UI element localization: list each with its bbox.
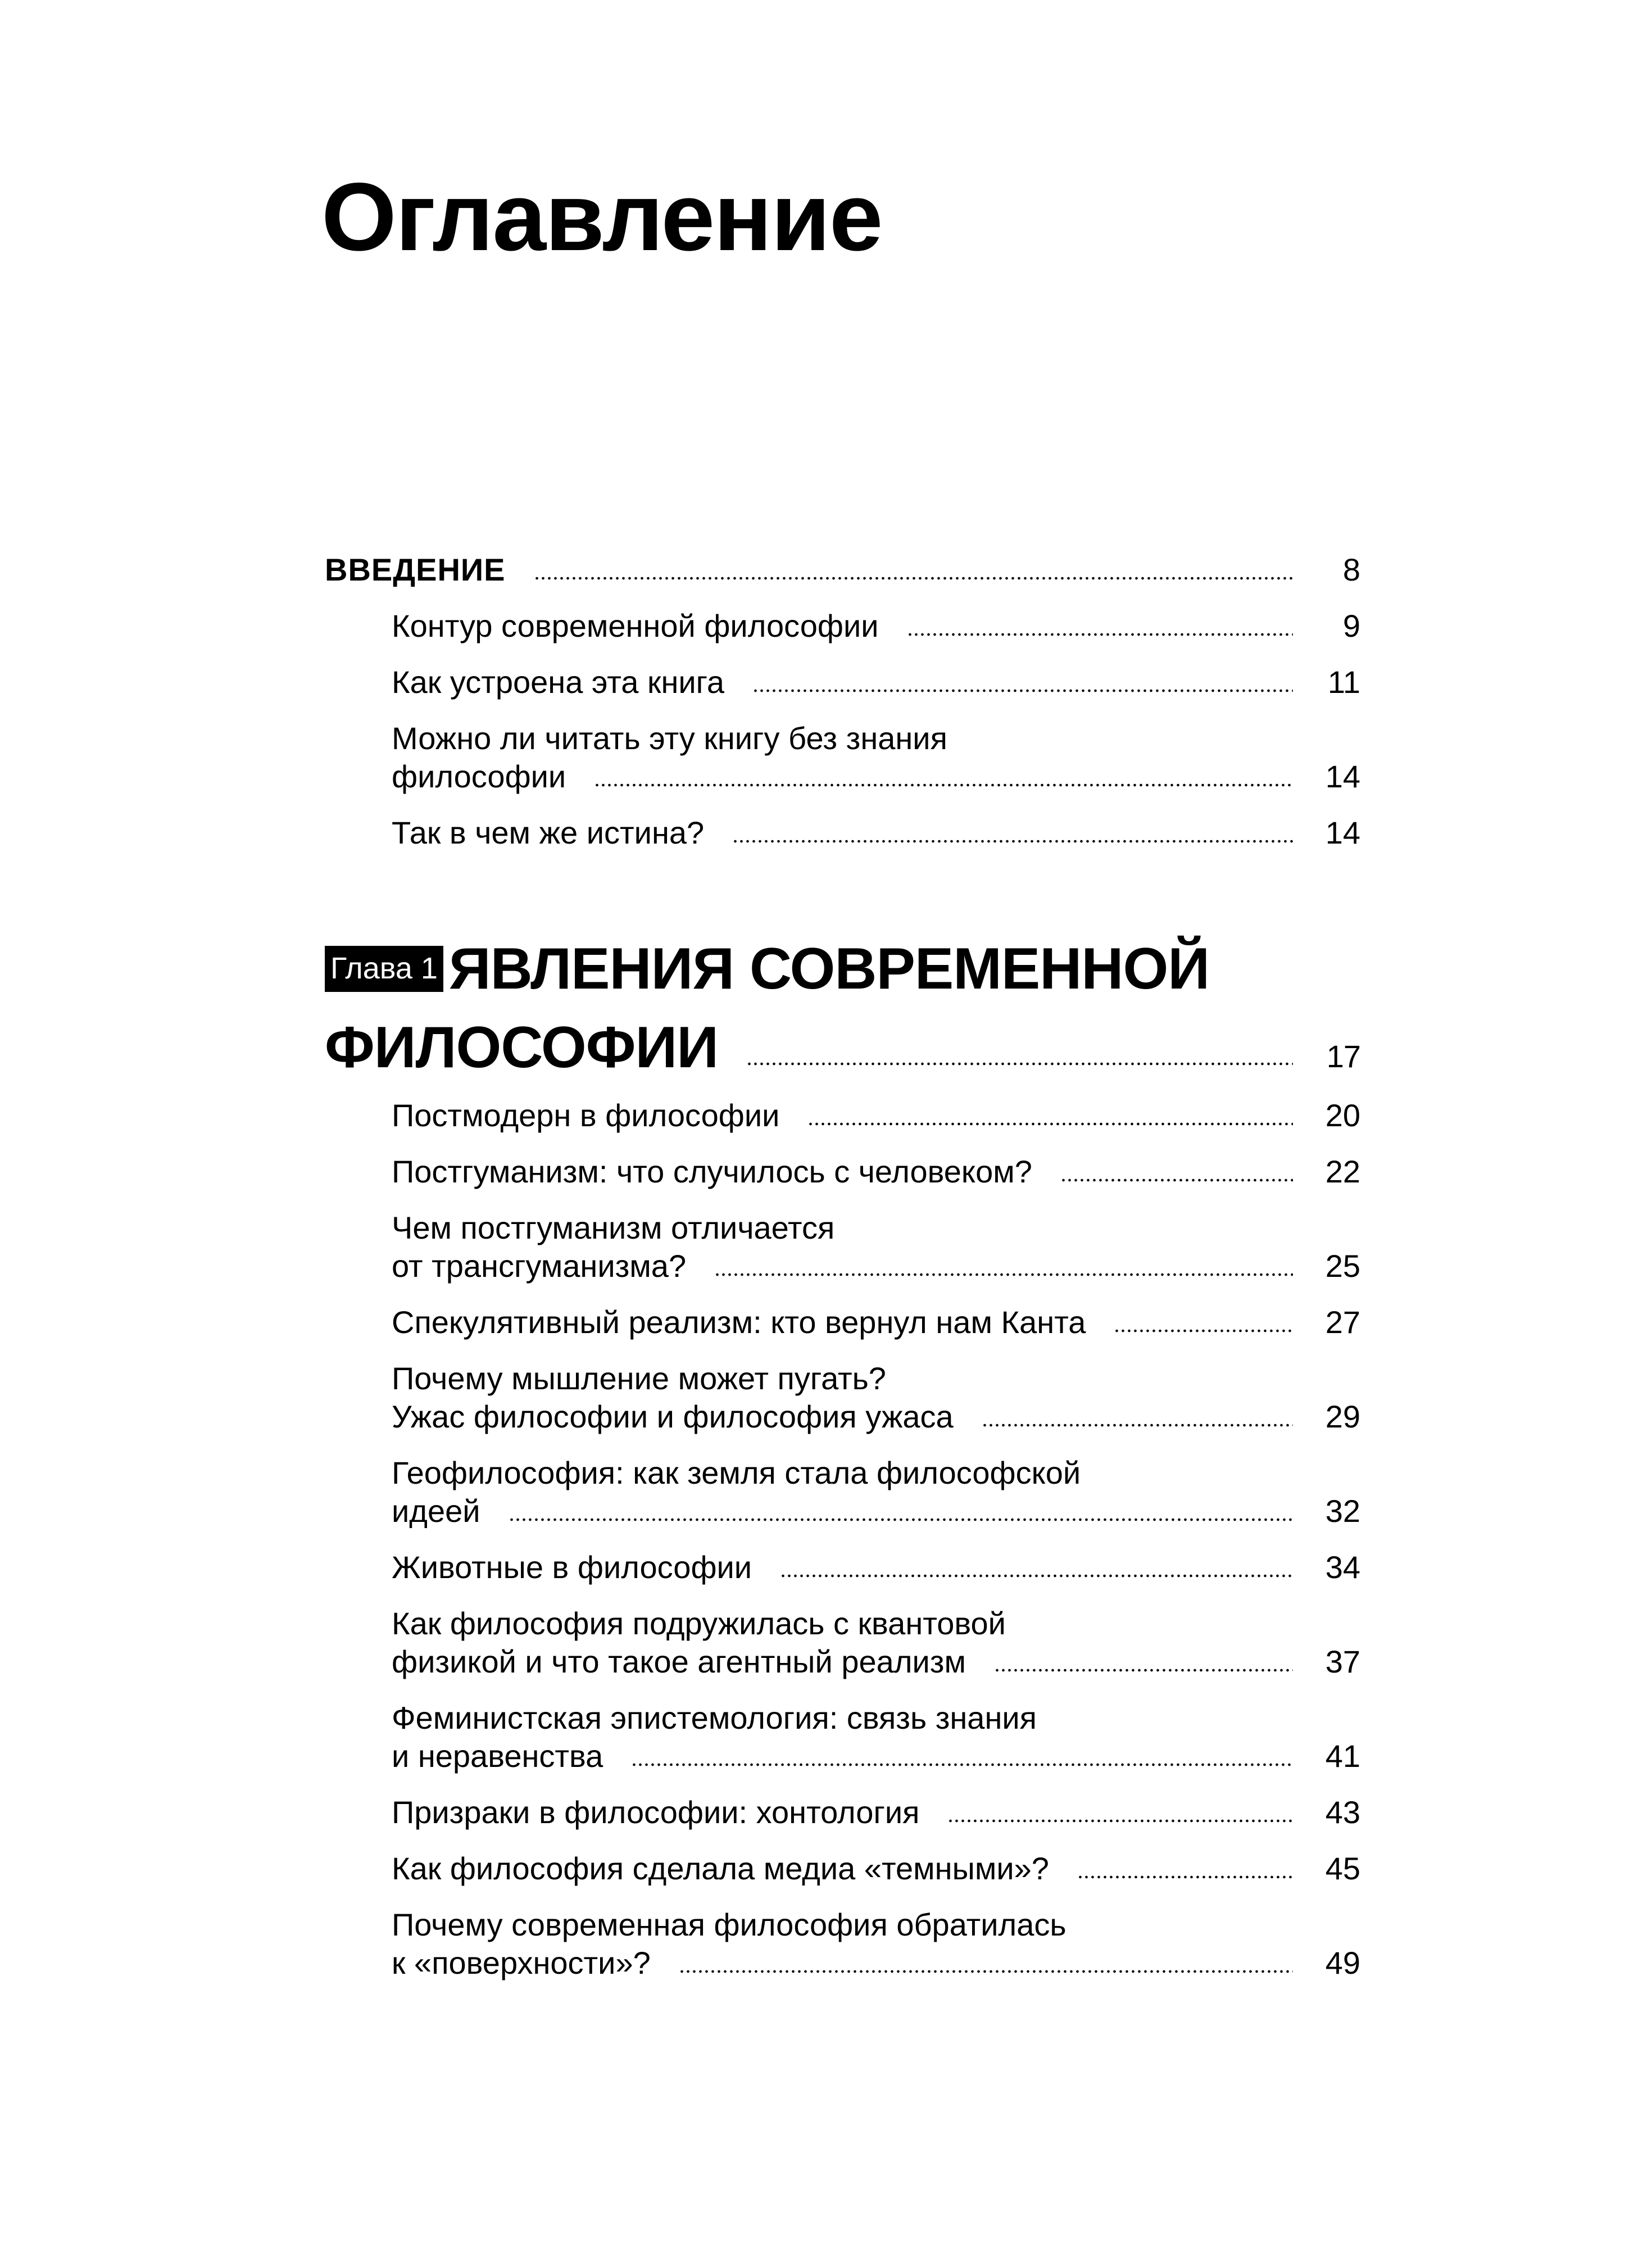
entry-title: Как философия сделала медиа «темными»?	[392, 1851, 1049, 1886]
dot-leader	[714, 1272, 1293, 1277]
toc-entry[interactable]	[325, 1906, 1360, 1982]
chapter-heading-line1: ЯВЛЕНИЯ СОВРЕМЕННОЙ	[448, 936, 1210, 1001]
entry-title: философии	[392, 759, 566, 794]
entry-line	[392, 1303, 1360, 1341]
entry-line	[392, 1247, 1360, 1285]
page-number: 49	[1325, 1945, 1360, 1980]
entry-line	[392, 1398, 1360, 1436]
page-number: 29	[1325, 1399, 1360, 1434]
dot-leader	[1077, 1874, 1293, 1880]
toc-entry[interactable]	[325, 719, 1360, 796]
toc-entry[interactable]	[325, 1793, 1360, 1832]
dot-leader	[907, 632, 1293, 637]
dot-leader	[947, 1818, 1293, 1824]
page-number: 9	[1342, 608, 1360, 643]
dot-leader	[631, 1762, 1293, 1767]
page-number: 45	[1325, 1851, 1360, 1886]
entry-title: Ужас философии и философия ужаса	[392, 1399, 954, 1434]
dot-leader	[732, 839, 1293, 844]
entry-line	[392, 1605, 1360, 1643]
toc-entry[interactable]	[325, 1359, 1360, 1436]
entry-line	[392, 1492, 1360, 1530]
entry-line	[392, 719, 1360, 758]
toc-entry[interactable]	[325, 1454, 1360, 1530]
entry-line	[392, 1209, 1360, 1247]
entry-title: Чем постгуманизм отличается	[392, 1210, 835, 1245]
entry-line	[392, 1699, 1360, 1737]
dot-leader	[807, 1121, 1293, 1127]
entry-title: к «поверхности»?	[392, 1945, 651, 1980]
page-number: 41	[1325, 1738, 1360, 1774]
entry-line	[392, 1737, 1360, 1775]
toc-entry[interactable]	[325, 607, 1360, 645]
dot-leader	[746, 1061, 1293, 1067]
page-number: 27	[1325, 1304, 1360, 1340]
page-number: 37	[1325, 1644, 1360, 1679]
toc-entry[interactable]	[325, 1303, 1360, 1341]
entry-title: и неравенства	[392, 1738, 603, 1774]
chapter1-entries	[325, 1096, 1360, 1982]
entry-line	[392, 1153, 1360, 1191]
entry-title: Феминистская эпистемология: связь знания	[392, 1700, 1037, 1735]
dot-leader	[534, 575, 1293, 581]
entry-title: Постгуманизм: что случилось с человеком?	[392, 1154, 1032, 1189]
page-number: 20	[1325, 1098, 1360, 1133]
page-number: 22	[1325, 1154, 1360, 1189]
toc-entry[interactable]	[325, 1699, 1360, 1775]
entry-title: Животные в философии	[392, 1549, 752, 1585]
entry-line	[392, 814, 1360, 852]
page-number: 14	[1325, 759, 1360, 794]
page-number: 14	[1325, 815, 1360, 850]
intro-heading: ВВЕДЕНИЕ	[325, 552, 506, 587]
chapter1-section	[325, 930, 1360, 2000]
dot-leader	[994, 1667, 1293, 1673]
toc-entry[interactable]	[325, 1850, 1360, 1888]
entry-title: Контур современной философии	[392, 608, 879, 643]
toc-entry[interactable]	[325, 814, 1360, 852]
entry-title: Постмодерн в философии	[392, 1098, 780, 1133]
entry-line	[392, 758, 1360, 796]
entry-line	[392, 663, 1360, 701]
toc-entry[interactable]	[325, 1209, 1360, 1285]
entry-line	[392, 1454, 1360, 1492]
entry-title: Спекулятивный реализм: кто вернул нам Канта	[392, 1304, 1086, 1340]
page-number: 11	[1327, 664, 1360, 700]
entry-line	[392, 1850, 1360, 1888]
entry-title: Как философия подружилась с квантовой	[392, 1606, 1006, 1641]
dot-leader	[1114, 1328, 1293, 1334]
dot-leader	[780, 1573, 1293, 1579]
toc-entry[interactable]	[325, 663, 1360, 701]
chapter-heading-line2: ФИЛОСОФИИ	[325, 1015, 719, 1080]
entry-title: Можно ли читать эту книгу без знания	[392, 720, 947, 756]
entry-line	[392, 1548, 1360, 1587]
entry-line	[392, 1793, 1360, 1832]
page-title: Оглавление	[321, 163, 882, 271]
entry-title: Призраки в философии: хонтология	[392, 1794, 920, 1830]
page-number: 8	[1342, 552, 1360, 587]
entry-title: физикой и что такое агентный реализм	[392, 1644, 966, 1679]
toc-entry[interactable]	[325, 1548, 1360, 1587]
page-number: 34	[1325, 1549, 1360, 1585]
intro-entries	[325, 607, 1360, 852]
entry-title: Геофилософия: как земля стала философской	[392, 1455, 1081, 1490]
entry-title: от трансгуманизма?	[392, 1248, 687, 1284]
toc-entry-chapter1[interactable]	[325, 930, 1360, 1087]
entry-line	[392, 1096, 1360, 1135]
entry-line	[392, 607, 1360, 645]
entry-title: Как устроена эта книга	[392, 664, 725, 700]
dot-leader	[509, 1517, 1293, 1522]
dot-leader	[982, 1422, 1293, 1428]
intro-section	[325, 551, 1360, 870]
toc-entry-intro[interactable]	[325, 551, 1360, 589]
entry-line	[392, 1906, 1360, 1944]
entry-line	[392, 1643, 1360, 1681]
dot-leader	[594, 782, 1293, 788]
entry-title: Почему мышление может пугать?	[392, 1361, 886, 1396]
dot-leader	[679, 1969, 1293, 1974]
dot-leader	[1060, 1177, 1293, 1183]
page-number: 17	[1326, 1039, 1360, 1074]
page-number: 43	[1325, 1794, 1360, 1830]
chapter-badge: Глава 1	[325, 946, 443, 992]
entry-title: Почему современная философия обратилась	[392, 1907, 1066, 1942]
entry-line	[392, 1944, 1360, 1982]
toc-entry[interactable]	[325, 1096, 1360, 1135]
dot-leader	[752, 688, 1293, 694]
toc-entry[interactable]	[325, 1153, 1360, 1191]
page-number: 32	[1325, 1493, 1360, 1529]
entry-title: Так в чем же истина?	[392, 815, 705, 850]
entry-line	[392, 1359, 1360, 1398]
page-number: 25	[1325, 1248, 1360, 1284]
entry-title: идеей	[392, 1493, 480, 1529]
toc-entry[interactable]	[325, 1605, 1360, 1681]
